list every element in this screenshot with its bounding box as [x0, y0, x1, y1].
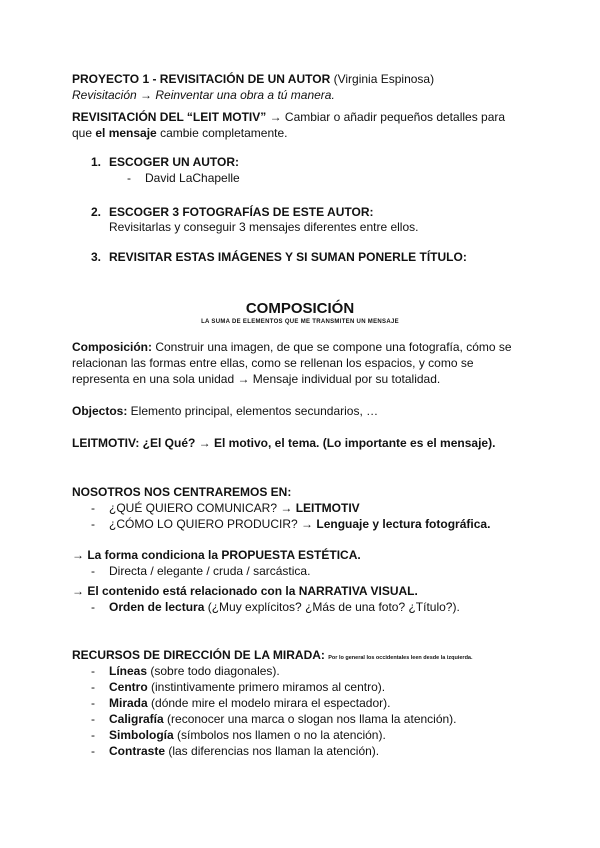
list-dash: - [91, 680, 95, 694]
section-title: COMPOSICIÓN [245, 300, 355, 317]
list-dash: - [91, 600, 95, 614]
contenido-item-bold: Orden de lectura [109, 600, 205, 614]
list-dash: - [91, 712, 95, 726]
step-number: 3. [91, 250, 102, 264]
intro-line2-bold: el mensaje [95, 126, 157, 140]
list-item-bold: Contraste [109, 744, 166, 758]
centraremos-title: NOSOTROS NOS CENTRAREMOS EN: [72, 485, 292, 499]
step-number: 2. [91, 205, 102, 219]
list-item-rest: (símbolos nos llamen o no la atención). [173, 728, 386, 742]
title-bold: PROYECTO 1 - REVISITACIÓN DE UN AUTOR [72, 72, 331, 86]
list-item [109, 744, 379, 759]
list-item [109, 680, 385, 695]
document-subtitle: Revisitación → Reinventar una obra a tú manera. [72, 88, 335, 102]
list-item [109, 501, 360, 516]
leitmotiv-line: LEITMOTIV: ¿El Qué? → El motivo, el tema. (Lo importante es el mensaje). [72, 436, 496, 450]
list-dash: - [91, 564, 95, 578]
list-dash: - [91, 728, 95, 742]
list-dash: - [91, 744, 95, 758]
forma-title: → La forma condiciona la PROPUESTA ESTÉTICA. [72, 548, 361, 562]
list-item [109, 517, 490, 532]
forma-item: Directa / elegante / cruda / sarcástica. [109, 564, 311, 578]
step-number: 1. [91, 155, 102, 169]
list-dash: - [127, 171, 131, 185]
intro-bold: REVISITACIÓN DEL “LEIT MOTIV” [72, 110, 267, 124]
composicion-label: Composición: [72, 340, 152, 354]
list-item-bold: Caligrafía [109, 712, 164, 726]
composicion-line-1 [72, 340, 512, 355]
list-dash: - [91, 664, 95, 678]
step-detail: David LaChapelle [145, 171, 240, 185]
contenido-item [109, 600, 460, 615]
recursos-note: Por lo general los occidentales leen desde la izquierda. [328, 655, 473, 661]
intro-line2-b: cambie completamente. [156, 126, 288, 140]
step-title: ESCOGER UN AUTOR: [109, 155, 240, 169]
list-item [109, 712, 457, 727]
list-item-rest: (las diferencias nos llaman la atención). [165, 744, 380, 758]
title-author: (Virginia Espinosa) [330, 72, 435, 86]
contenido-item-rest: (¿Muy explícitos? ¿Más de una foto? ¿Título?). [204, 600, 460, 614]
composicion-line-3: representa en una sola unidad → Mensaje individual por su totalidad. [72, 372, 441, 386]
list-item-rest: (reconocer una marca o slogan nos llama la atención). [163, 712, 457, 726]
list-item-rest: (dónde mire el modelo mirara el espectador). [147, 696, 391, 710]
objectos-label: Objectos: [72, 404, 128, 418]
list-item [109, 664, 280, 679]
list-item-rest: (sobre todo diagonales). [147, 664, 280, 678]
list-item-text: ¿QUÉ QUIERO COMUNICAR? → [109, 501, 296, 515]
section-subtitle: LA SUMA DE ELEMENTOS QUE ME TRANSMITEN UN MENSAJE [201, 319, 399, 325]
list-item-bold: LEITMOTIV [295, 501, 360, 515]
list-item-text: ¿CÓMO LO QUIERO PRODUCIR? → [109, 517, 317, 531]
objectos-text: Elemento principal, elementos secundarios, … [127, 404, 379, 418]
objectos-line [72, 404, 378, 419]
intro-line-2 [72, 126, 287, 141]
intro-line-1 [72, 110, 505, 125]
list-item-bold: Lenguaje y lectura fotográfica. [316, 517, 491, 531]
step-title: ESCOGER 3 FOTOGRAFÍAS DE ESTE AUTOR: [109, 205, 374, 219]
recursos-title: RECURSOS DE DIRECCIÓN DE LA MIRADA: [72, 648, 325, 662]
composicion-line-2: relacionan las formas entre ellas, como se rellenan los espacios, y como se [72, 356, 474, 370]
step-detail: Revisitarlas y conseguir 3 mensajes diferentes entre ellos. [109, 220, 419, 234]
list-item-bold: Centro [109, 680, 148, 694]
list-item [109, 728, 386, 743]
intro-rest: → Cambiar o añadir pequeños detalles para [266, 110, 506, 124]
list-dash: - [91, 696, 95, 710]
list-dash: - [91, 501, 95, 515]
list-item-bold: Líneas [109, 664, 148, 678]
step-title: REVISITAR ESTAS IMÁGENES Y SI SUMAN PONERLE TÍTULO: [109, 250, 467, 264]
list-item-bold: Mirada [109, 696, 148, 710]
list-item [109, 696, 390, 711]
list-dash: - [91, 517, 95, 531]
composicion-text-1: Construir una imagen, de que se compone una fotografía, cómo se [152, 340, 512, 354]
intro-line2-a: que [72, 126, 96, 140]
list-item-bold: Simbología [109, 728, 174, 742]
list-item-rest: (instintivamente primero miramos al centro). [147, 680, 386, 694]
contenido-title: → El contenido está relacionado con la NARRATIVA VISUAL. [72, 584, 418, 598]
document-title [72, 72, 434, 87]
